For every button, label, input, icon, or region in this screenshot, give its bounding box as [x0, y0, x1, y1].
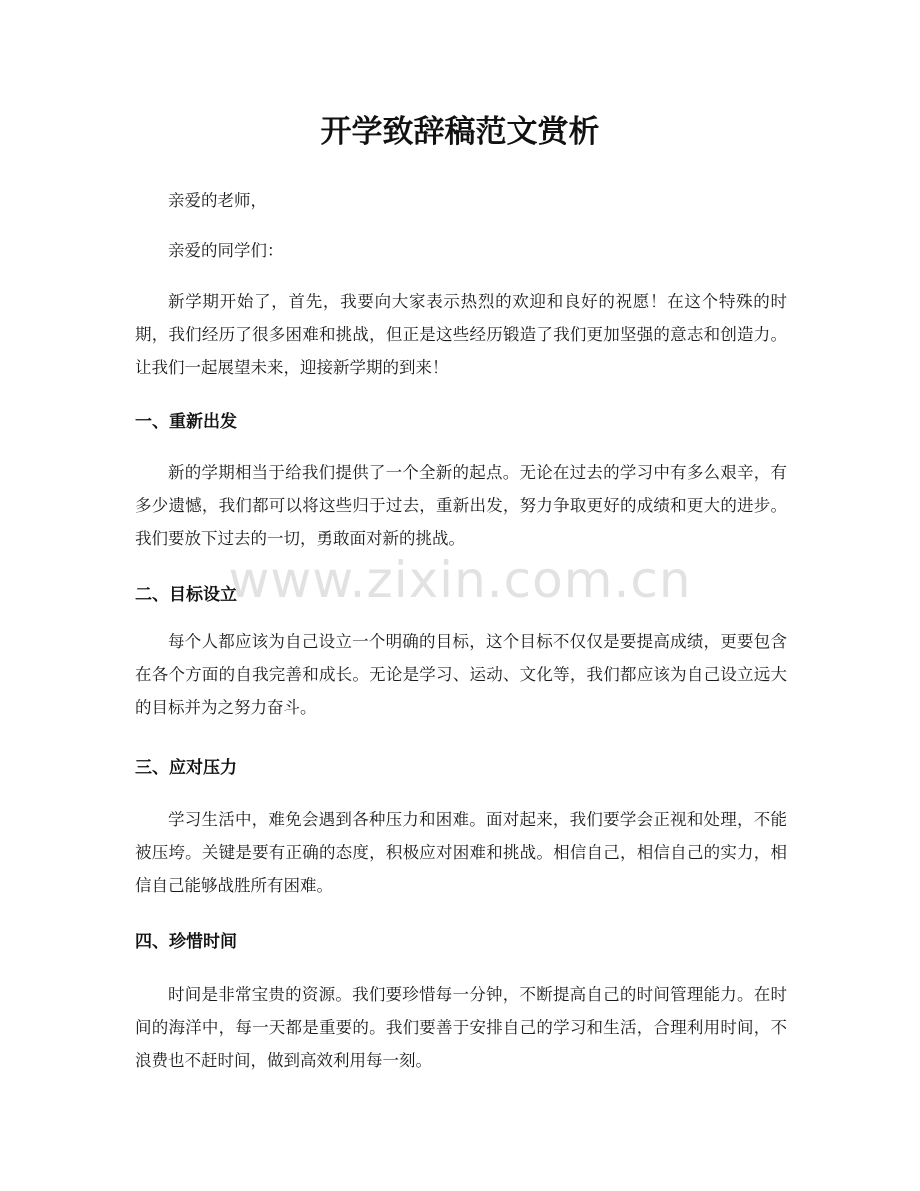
section-text-restart: 新的学期相当于给我们提供了一个全新的起点。无论在过去的学习中有多么艰辛，有多少遗憾，我们都可以将这些归于过去，重新出发，努力争取更好的成绩和更大的进步。我们要放下过去的一切，勇敢面对新的挑战。 [135, 463, 787, 548]
section-text-time: 时间是非常宝贵的资源。我们要珍惜每一分钟，不断提高自己的时间管理能力。在时间的海洋中，每一天都是重要的。我们要善于安排自己的学习和生活，合理利用时间，不浪费也不赶时间，做到高效利用每一刻。 [135, 985, 787, 1070]
intro-paragraph: 新学期开始了，首先，我要向大家表示热烈的欢迎和良好的祝愿！在这个特殊的时期，我们经历了很多困难和挑战，但正是这些经历锻造了我们更加坚强的意志和创造力。让我们一起展望未来，迎接新学期的到来！ [135, 292, 787, 377]
watermark: www.zixin.com.cn [228, 551, 692, 609]
section-heading-goals: 二、目标设立 [135, 585, 237, 605]
section-heading-restart: 一、重新出发 [135, 412, 237, 432]
greeting-teachers: 亲爱的老师， [168, 191, 267, 210]
greeting-students: 亲爱的同学们： [168, 241, 284, 260]
document-title: 开学致辞稿范文赏析 [320, 114, 600, 150]
section-heading-time: 四、珍惜时间 [135, 932, 237, 952]
section-text-pressure: 学习生活中，难免会遇到各种压力和困难。面对起来，我们要学会正视和处理，不能被压垮。关键是要有正确的态度，积极应对困难和挑战。相信自己，相信自己的实力，相信自己能够战胜所有困难。 [135, 810, 787, 895]
section-heading-pressure: 三、应对压力 [135, 758, 237, 778]
section-text-goals: 每个人都应该为自己设立一个明确的目标，这个目标不仅仅是要提高成绩，更要包含在各个方面的自我完善和成长。无论是学习、运动、文化等，我们都应该为自己设立远大的目标并为之努力奋斗。 [135, 632, 787, 717]
